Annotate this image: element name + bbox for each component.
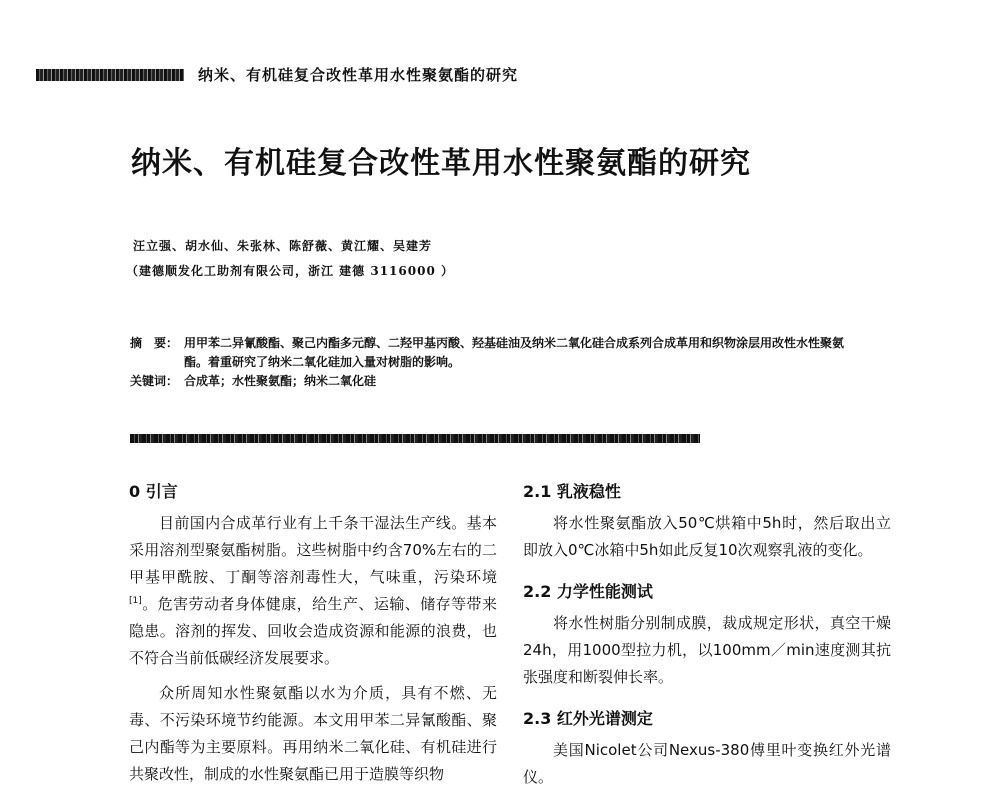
keywords-text: 合成革；水性聚氨酯；纳米二氧化硅 xyxy=(184,374,377,388)
intro-paragraph-2: 众所周知水性聚氨酯以水为介质，具有不燃、无毒、不污染环境节约能源。本文用甲苯二异氰酸酯、聚己内酯等为主要原料。再用纳米二氧化硅、有机硅进行共聚改性，制成的水性聚氨酯已用于造膜等织物 xyxy=(129,684,497,783)
section-heading-2-1: 2.1 乳液稳性 xyxy=(523,482,621,501)
citation-ref: [1] xyxy=(129,596,142,606)
section-heading-2-3: 2.3 红外光谱测定 xyxy=(523,709,653,728)
running-header xyxy=(36,64,518,85)
section-divider xyxy=(130,434,700,443)
intro-text-part-1: 目前国内合成革行业有上千条干湿法生产线。基本采用溶剂型聚氨酯树脂。这些树脂中约含70%左右的二甲基甲酰胺、丁酮等溶剂毒性大，气味重，污染环境 xyxy=(129,514,497,586)
abstract-block xyxy=(130,334,850,391)
left-column xyxy=(129,478,497,796)
header-decorative-bar xyxy=(36,69,184,81)
intro-text-part-2: 。危害劳动者身体健康，给生产、运输、储存等带来隐患。溶剂的挥发、回收会造成资源和能源的浪费，也不符合当前低碳经济发展要求。 xyxy=(129,595,497,667)
keywords-label: 关键词： xyxy=(130,374,179,388)
running-header-title: 纳米、有机硅复合改性革用水性聚氨酯的研究 xyxy=(198,66,519,84)
abstract-row xyxy=(130,334,850,372)
abstract-label: 摘 要： xyxy=(130,336,179,350)
intro-paragraph-1 xyxy=(129,510,497,672)
section-2-2-text: 将水性树脂分别制成膜，裁成规定形状，真空干燥24h，用1000型拉力机，以100mm／min速度测其抗张强度和断裂伸长率。 xyxy=(523,614,891,686)
section-heading-intro: 0 引言 xyxy=(129,482,178,501)
section-heading-2-2: 2.2 力学性能测试 xyxy=(523,582,653,601)
section-2-1-text: 将水性聚氨酯放入50℃烘箱中5h时，然后取出立即放入0℃冰箱中5h如此反复10次观察乳液的变化。 xyxy=(523,514,891,559)
author-list: 汪立强、胡水仙、朱张林、陈舒薇、黄江耀、吴建芳 xyxy=(133,239,433,253)
author-affiliation: （建德顺发化工助剂有限公司，浙江 建德 3116000 ） xyxy=(126,264,454,278)
abstract-text: 用甲苯二异氰酸酯、聚己内酯多元醇、二羟甲基丙酸、羟基硅油及纳米二氧化硅合成系列合成革用和织物涂层用改性水性聚氨酯。着重研究了纳米二氧化硅加入量对树脂的影响。 xyxy=(184,336,845,369)
section-2-3-text: 美国Nicolet公司Nexus-380傅里叶变换红外光谱仪。 xyxy=(523,741,891,786)
keywords-row xyxy=(130,372,850,391)
right-column xyxy=(523,478,891,799)
paper-title: 纳米、有机硅复合改性革用水性聚氨酯的研究 xyxy=(131,146,751,181)
